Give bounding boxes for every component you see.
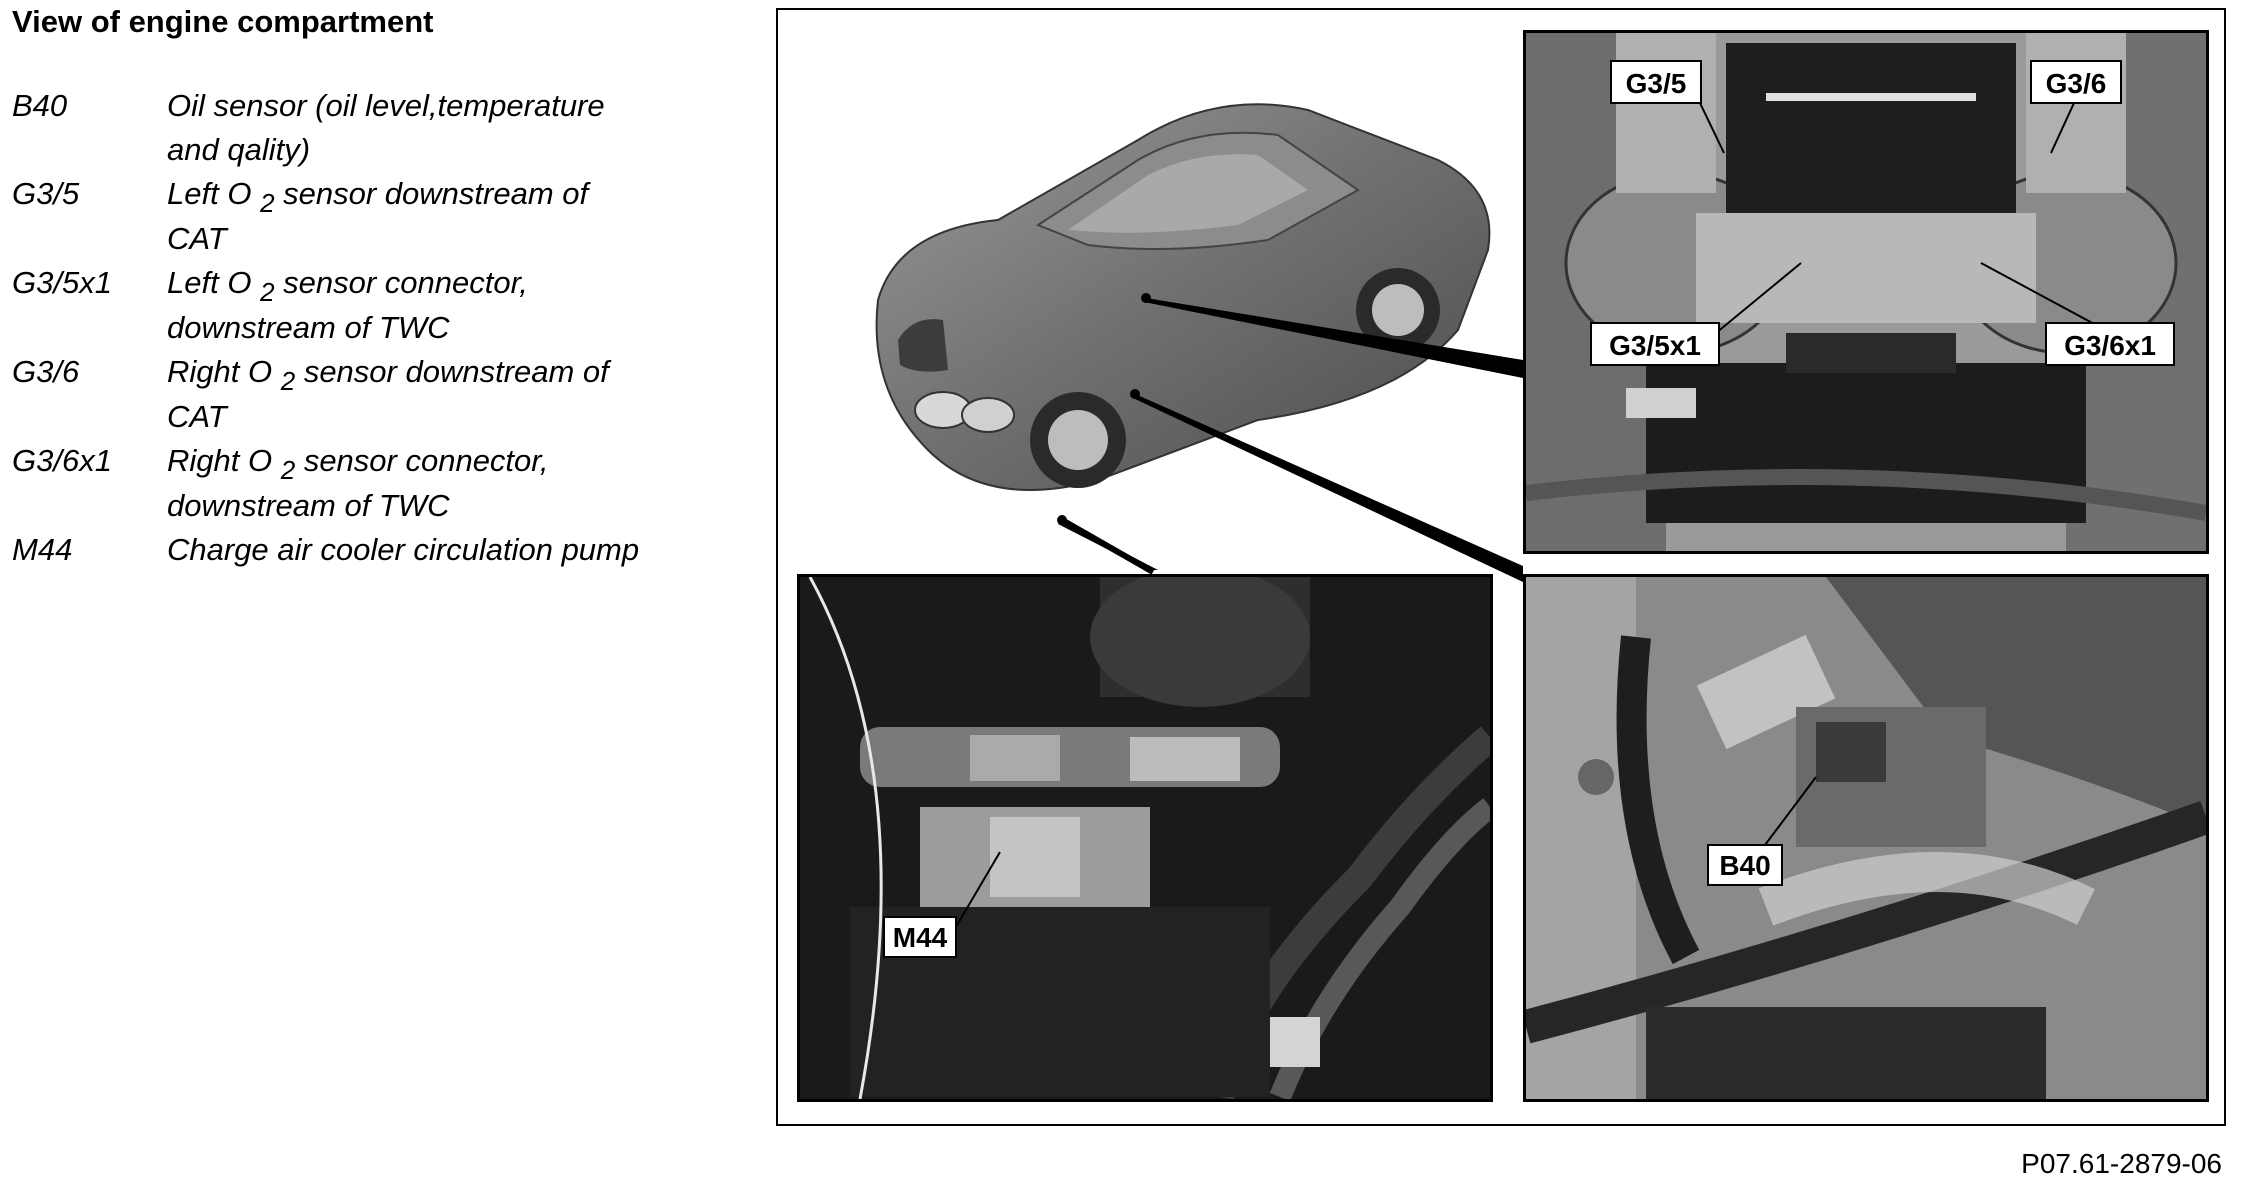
callout-g3-6: G3/6 (2045, 68, 2107, 99)
callout-b40: B40 (1719, 850, 1771, 881)
photo-underbody-top (1523, 30, 2209, 554)
legend-subscript: 2 (280, 366, 296, 396)
legend-desc: sensor connector, (274, 265, 528, 300)
legend-code: G3/5 (12, 176, 80, 211)
legend-item (12, 261, 732, 350)
legend-item (12, 439, 732, 528)
legend-subscript: 2 (260, 277, 275, 307)
legend-desc-cont: and qality) (167, 132, 311, 167)
photo-m44-pump (797, 574, 1493, 1102)
callout-g3-5: G3/5 (1625, 68, 1687, 99)
legend-subscript: 2 (280, 455, 296, 485)
legend-item (12, 528, 732, 572)
legend-subscript: 2 (260, 188, 275, 218)
callout-g3-6x1: G3/6x1 (2064, 330, 2156, 361)
callout-g3-5x1: G3/5x1 (1609, 330, 1701, 361)
legend-item (12, 172, 732, 261)
legend-item (12, 84, 732, 172)
legend-desc-cont: downstream of TWC (167, 310, 450, 345)
legend-desc: Oil sensor (oil level,temperature (167, 88, 605, 123)
legend-item (12, 350, 732, 439)
legend-desc: sensor downstream of (295, 354, 609, 389)
legend-code: B40 (12, 88, 68, 123)
page-title: View of engine compartment (12, 4, 434, 39)
legend-desc: Charge air cooler circulation pump (167, 532, 640, 567)
legend-desc: Left O (167, 265, 252, 300)
legend-desc: Right O (167, 443, 273, 478)
legend-desc-cont: CAT (167, 221, 227, 256)
figure-id: P07.61-2879-06 (2021, 1148, 2222, 1179)
legend-desc-cont: CAT (167, 399, 227, 434)
legend-desc: sensor downstream of (274, 176, 589, 211)
callout-m44: M44 (892, 922, 948, 953)
legend-desc: Right O (167, 354, 273, 389)
legend-code: G3/5x1 (12, 265, 112, 300)
legend-code: G3/6x1 (12, 443, 112, 478)
figure-frame (776, 8, 2226, 1126)
legend-code: M44 (12, 532, 73, 567)
legend-desc-cont: downstream of TWC (167, 488, 450, 523)
legend-desc: Left O (167, 176, 252, 211)
legend-code: G3/6 (12, 354, 80, 389)
legend (12, 84, 732, 572)
legend-desc: sensor connector, (295, 443, 549, 478)
photo-b40-sensor (1523, 574, 2209, 1102)
